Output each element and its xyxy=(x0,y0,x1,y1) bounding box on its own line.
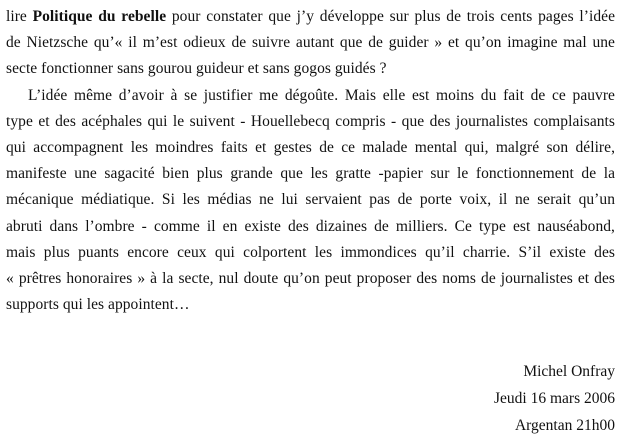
paragraph-1-line-1 xyxy=(6,4,615,30)
signature-place-time: Argentan 21h00 xyxy=(514,417,615,434)
paragraph-1 xyxy=(6,4,615,83)
book-title: Politique du rebelle xyxy=(32,8,167,25)
paragraph-1-line-3: secte fonctionner sans gourou guideur et sans gogos guidés ? xyxy=(6,60,387,78)
signature-block xyxy=(494,358,615,439)
paragraph-2-line-4: manifeste une sagacité bien plus grande que les gratte -papier sur le fonctionnement de la xyxy=(6,165,615,183)
paragraph-1-line-2: de Nietzsche qu’« il m’est odieux de suivre autant que de guider » et qu’on imagine mal une xyxy=(6,34,615,52)
paragraph-2-line-3: qui accompagnent les moindres faits et gestes de ce malade mental qui, malgré son délire, xyxy=(6,139,615,157)
paragraph-2-line-5: mécanique médiatique. Si les médias ne lui servaient pas de porte voix, il ne serait qu’un xyxy=(6,191,615,209)
paragraph-2-line-2: type et des acéphales qui le suivent - Houellebecq compris - que des journalistes complaisants xyxy=(6,112,615,130)
signature-date: Jeudi 16 mars 2006 xyxy=(494,390,615,407)
document-page xyxy=(6,4,615,318)
paragraph-2-line-7: mais plus puants encore ceux qui colportent les immondices qu’il charrie. S’il existe des xyxy=(6,243,615,261)
paragraph-2 xyxy=(6,83,615,319)
paragraph-2-line-6: abruti dans l’ombre - comme il en existe des dizaines de milliers. Ce type est nauséabond, xyxy=(6,217,615,235)
paragraph-2-line-1: L’idée même d’avoir à se justifier me dégoûte. Mais elle est moins du fait de ce pauvre xyxy=(28,86,615,104)
line-text: pour constater que j’y développe sur plus de trois cents pages l’idée xyxy=(166,8,616,25)
signature-author: Michel Onfray xyxy=(523,363,615,380)
paragraph-2-line-8: « prêtres honoraires » à la secte, nul doute qu’on peut proposer des noms de journalistes et des xyxy=(6,270,615,288)
paragraph-2-line-9: supports qui les appointent… xyxy=(6,296,190,314)
line-text: lire xyxy=(6,8,33,25)
